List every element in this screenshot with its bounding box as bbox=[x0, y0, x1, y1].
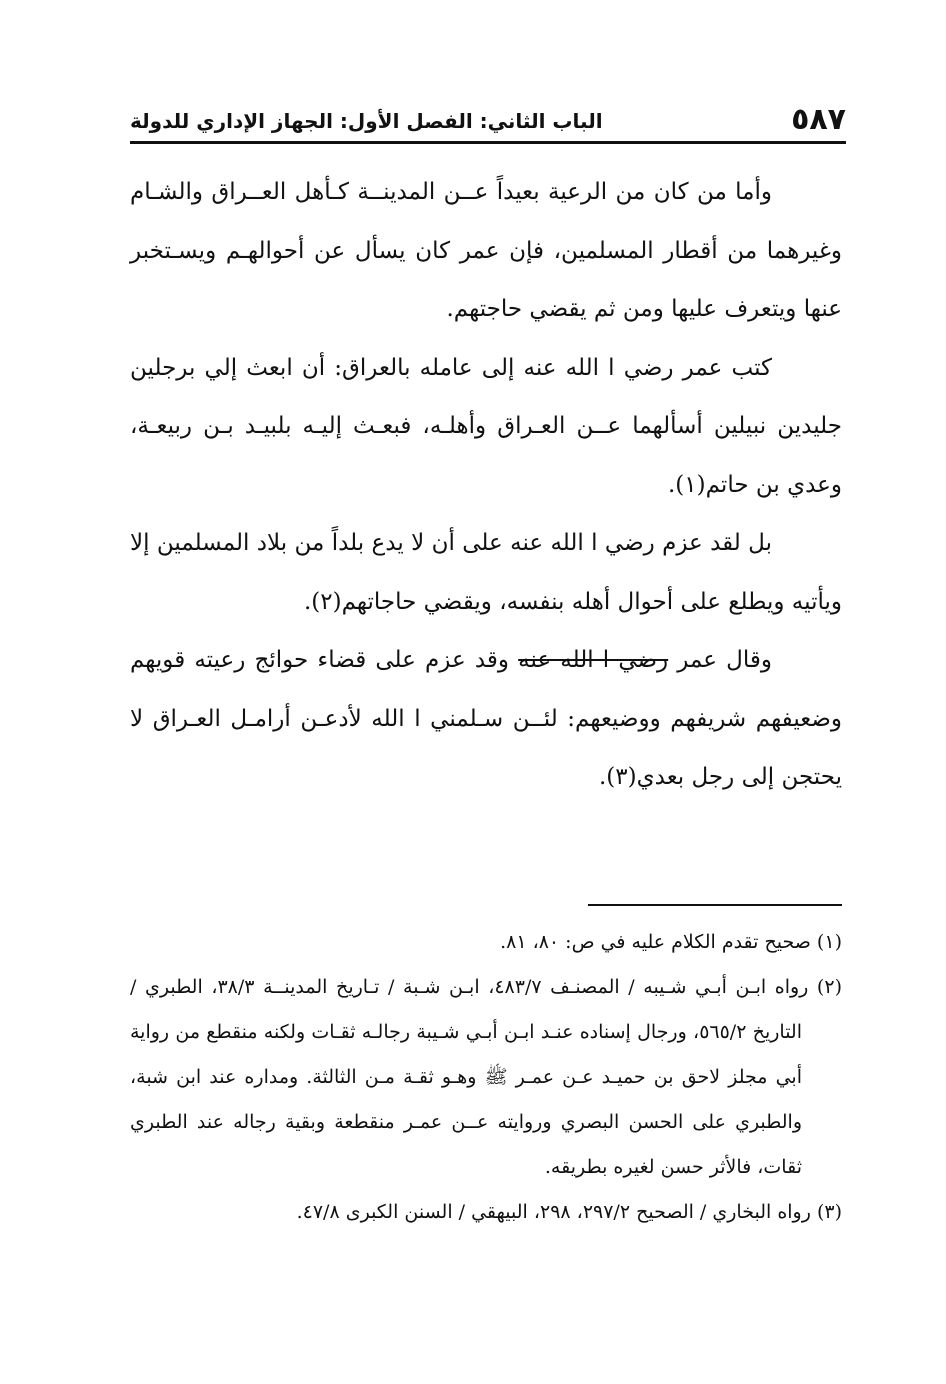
running-title: الباب الثاني: الفصل الأول: الجهاز الإداري للدولة bbox=[130, 109, 603, 133]
paragraph bbox=[130, 631, 842, 807]
footnote: (٢) رواه ابـن أبـي شـيبه / المصنـف ٤٨٣/٧، ابـن شـبة / تـاريخ المدينــة ٣٨/٣، الطبري / التاريخ ٥٦٥/٢، ورجال إسناده عنـد ابـن أبـي شـيبة رجالـه ثقـات ولكنه منقطع من رواية أبي مجلز لاحق بن حميـد عـن عمـر ﷺ وهـو ثقـة مـن الثالثة. ومداره عند ابن شبة، والطبري على الحسن البصري وروايته عــن عمـر منقطعة وبقية رجاله عند الطبري ثقات، فالأثر حسن لغيره بطريقه. bbox=[130, 976, 842, 1178]
page-number: ٥٨٧ bbox=[791, 102, 846, 137]
footnote: (٣) رواه البخاري / الصحيح ٢٩٧/٢، ٢٩٨، البيهقي / السنن الكبرى ٤٧/٨. bbox=[296, 1201, 842, 1223]
footnote-divider bbox=[588, 904, 842, 906]
struck-through-text: رضي ا الله عنه bbox=[518, 647, 669, 673]
footnotes bbox=[130, 920, 842, 1235]
paragraph: وأما من كان من الرعية بعيداً عــن المدينــة كـأهل العــراق والشـام وغيرهما من أقطار المسلمين، فإن عمر كان يسأل عن أحوالهـم ويسـتخبر عنها ويتعرف عليها ومن ثم يقضي حاجتهم. bbox=[130, 179, 842, 322]
header-divider bbox=[130, 141, 846, 144]
paragraph: بل لقد عزم رضي ا الله عنه على أن لا يدع بلداً من بلاد المسلمين إلا ويأتيه ويطلع على أحوال أهله بنفسه، ويقضي حاجاتهم(٢). bbox=[130, 530, 842, 615]
paragraph-text: وقال عمر bbox=[668, 647, 772, 673]
main-text bbox=[130, 163, 842, 807]
paragraph-text: وقد عزم على قضاء حوائج رعيته قويهم وضعيفهم شريفهم ووضيعهم: لئــن سـلمني ا الله لأدعـن أرامـل العـراق لا يحتجن إلى رجل بعدي(٣). bbox=[130, 647, 842, 790]
paragraph: كتب عمر رضي ا الله عنه إلى عامله بالعراق: أن ابعث إلي برجلين جليدين نبيلين أسألهما عــن العـراق وأهلـه، فبعـث إليـه بلبيـد بـن ربيعـة، وعدي بن حاتم(١). bbox=[130, 354, 842, 498]
page-header bbox=[130, 100, 846, 144]
footnote: (١) صحيح تقدم الكلام عليه في ص: ٨٠، ٨١. bbox=[500, 931, 842, 953]
